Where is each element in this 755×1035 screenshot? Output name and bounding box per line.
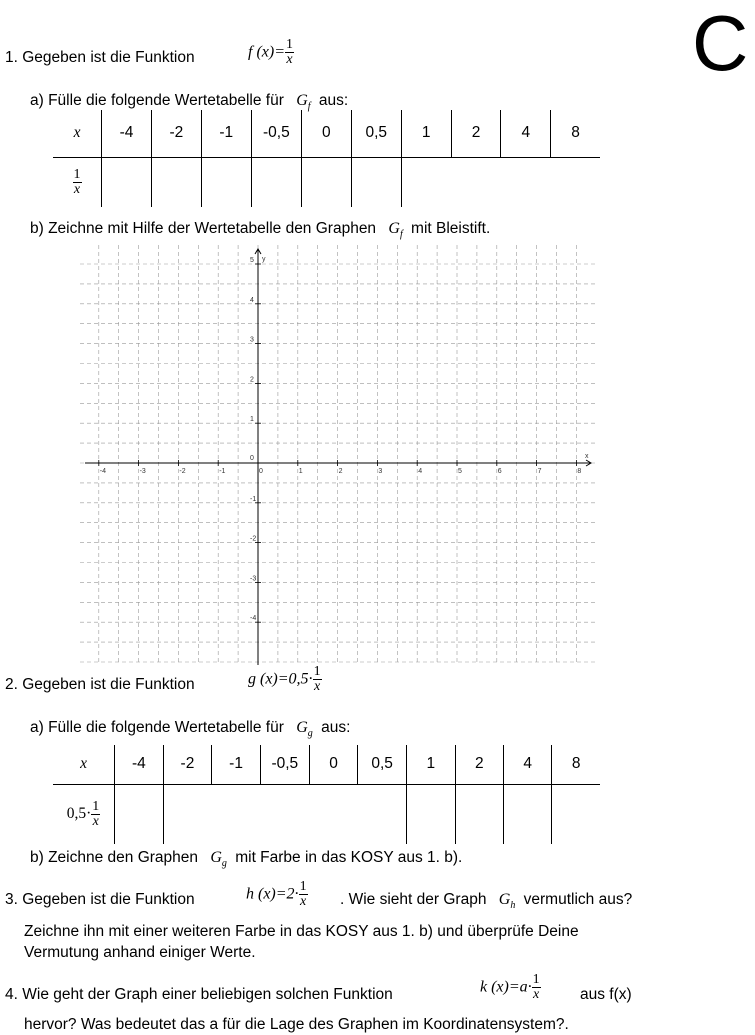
- task-1-heading: [5, 49, 195, 67]
- function-lhs: h (x)=2·: [246, 885, 299, 903]
- table-x-value: -2: [151, 110, 201, 157]
- table-x-value: 0: [309, 745, 357, 784]
- table-answer-cell[interactable]: [163, 784, 212, 844]
- function-lhs: g (x)=0,5·: [248, 670, 313, 688]
- table-answer-cell[interactable]: [309, 784, 357, 844]
- task-number: 1.: [5, 49, 18, 66]
- table-x-value: 4: [504, 745, 552, 784]
- coordinate-system: [80, 245, 595, 665]
- table-x-value: -4: [102, 110, 152, 157]
- table-answer-cell[interactable]: [301, 157, 351, 207]
- y-tick-label: 3: [250, 336, 254, 344]
- task-number: 2.: [5, 676, 18, 693]
- table-x-value: 8: [552, 745, 600, 784]
- table-x-value: 2: [455, 745, 503, 784]
- table-x-value: 1: [407, 745, 455, 784]
- x-tick-label: 5: [458, 468, 462, 475]
- y-tick-label: 2: [250, 376, 254, 384]
- origin-label: 0: [250, 455, 254, 462]
- fraction: [285, 38, 294, 67]
- table-x-value: -2: [163, 745, 212, 784]
- task-text: Gegeben ist die Funktion: [22, 676, 195, 693]
- function-f-formula: [248, 38, 294, 67]
- question-text: . Wie sieht der Graph: [340, 891, 487, 908]
- x-tick-label: 6: [497, 468, 502, 475]
- table-x-header: x: [53, 745, 115, 784]
- y-tick-label: -4: [250, 615, 257, 623]
- task-text: Gegeben ist die Funktion: [22, 891, 195, 908]
- instruction-text: b) Zeichne mit Hilfe der Wertetabelle den Graphen: [30, 220, 377, 237]
- x-tick-label: -3: [139, 468, 146, 475]
- row-expression: [73, 166, 82, 197]
- instruction-tail: aus:: [318, 92, 349, 109]
- table-x-header: x: [53, 110, 102, 157]
- y-tick-label: 5: [250, 257, 254, 264]
- task-2b-instruction: [30, 849, 462, 869]
- graph-symbol-sub: g: [221, 858, 227, 870]
- table-x-value: 4: [501, 110, 551, 157]
- fraction-denominator: x: [533, 987, 540, 1002]
- table-row-header: [53, 784, 115, 844]
- fraction: [299, 880, 308, 909]
- function-lhs: k (x)=a·: [480, 978, 532, 996]
- fraction-numerator: 1: [313, 664, 321, 679]
- fraction-denominator: x: [299, 894, 307, 909]
- fraction-numerator: 1: [286, 37, 293, 52]
- task-3-question: [340, 891, 632, 911]
- row-expression: [66, 798, 101, 829]
- table-answer-cell[interactable]: [552, 784, 600, 844]
- fraction-numerator: 1: [92, 798, 100, 814]
- graph-symbol-sub: f: [399, 229, 403, 241]
- table-answer-cell[interactable]: [102, 157, 152, 207]
- task-4-line-2: hervor? Was bedeutet das a für die Lage des Graphen im Koordinatensystem?.: [24, 1016, 569, 1033]
- fraction: [313, 665, 322, 694]
- task-text: Gegeben ist die Funktion: [22, 49, 195, 66]
- table-answer-cell[interactable]: [351, 157, 401, 207]
- fraction-denominator: x: [73, 181, 81, 197]
- graph-symbol-letter: G: [388, 220, 400, 237]
- instruction-text: b) Zeichne den Graphen: [30, 849, 199, 866]
- table-x-value: 1: [401, 110, 451, 157]
- graph-symbol-letter: G: [296, 92, 308, 109]
- table-header-row: [53, 110, 600, 157]
- fraction-denominator: x: [313, 679, 321, 694]
- table-answer-cell[interactable]: [201, 157, 251, 207]
- graph-symbol: [210, 849, 227, 870]
- graph-symbol: [296, 719, 313, 740]
- fraction: [532, 973, 541, 1002]
- task-2-heading: [5, 676, 195, 694]
- row-prefix: 0,5·: [66, 805, 92, 823]
- table-x-value: -0,5: [251, 110, 301, 157]
- instruction-text: a) Fülle die folgende Wertetabelle für: [30, 719, 284, 736]
- task-number: 3.: [5, 891, 18, 908]
- table-x-value: -0,5: [260, 745, 309, 784]
- x-axis-label: x: [585, 453, 589, 460]
- table-x-value: 2: [451, 110, 501, 157]
- fraction-denominator: x: [286, 52, 293, 67]
- x-tick-label: -1: [219, 468, 226, 475]
- x-tick-label: 4: [418, 468, 423, 475]
- graph-symbol: [498, 891, 516, 912]
- fraction: [73, 168, 82, 197]
- table-answer-cell[interactable]: [260, 784, 309, 844]
- graph-symbol-sub: h: [510, 900, 516, 912]
- x-tick-label: 8: [577, 468, 582, 475]
- instruction-tail: mit Farbe in das KOSY aus 1. b).: [235, 849, 463, 866]
- graph-symbol-letter: G: [498, 891, 511, 908]
- task-text: Wie geht der Graph einer beliebigen solchen Funktion: [22, 986, 393, 1003]
- table-header-row: [53, 745, 600, 784]
- task-1b-instruction: [30, 220, 490, 240]
- table-x-value: 0: [301, 110, 351, 157]
- task-3-line-3: Vermutung anhand einiger Werte.: [24, 944, 256, 961]
- x-tick-label: -2: [179, 468, 186, 475]
- table-x-value: 0,5: [358, 745, 407, 784]
- graph-symbol-letter: G: [296, 719, 308, 736]
- instruction-text: a) Fülle die folgende Wertetabelle für: [30, 92, 284, 109]
- table-answer-cell[interactable]: [251, 157, 301, 207]
- task-4-heading: [5, 986, 393, 1004]
- graph-symbol: [296, 92, 311, 113]
- y-tick-label: -2: [250, 535, 257, 543]
- fraction-numerator: 1: [73, 166, 81, 182]
- table-value-row: [53, 157, 600, 207]
- y-axis-label: y: [262, 256, 266, 263]
- x-tick-label: 2: [338, 468, 343, 475]
- y-tick-label: -1: [250, 495, 257, 503]
- y-tick-label: 1: [250, 416, 254, 424]
- x-tick-label: 1: [298, 468, 303, 475]
- table-x-value: -4: [115, 745, 164, 784]
- table-x-value: -1: [212, 745, 261, 784]
- task-3-line-2: Zeichne ihn mit einer weiteren Farbe in das KOSY aus 1. b) und überprüfe Deine: [24, 923, 579, 940]
- y-tick-label: 4: [250, 296, 254, 304]
- table-answer-cell[interactable]: [212, 784, 261, 844]
- y-tick-label: -3: [250, 575, 257, 583]
- x-tick-label: 7: [537, 468, 542, 475]
- value-table-f: [53, 110, 600, 207]
- table-answer-cell[interactable]: [358, 784, 407, 844]
- function-h-formula: [246, 880, 308, 909]
- function-lhs: f (x)=: [248, 43, 285, 61]
- graph-symbol-sub: f: [307, 101, 311, 113]
- value-table-g: [53, 745, 600, 844]
- table-answer-cell[interactable]: [401, 157, 451, 207]
- corner-letter: C: [692, 0, 749, 87]
- table-x-value: 0,5: [351, 110, 401, 157]
- table-answer-cell[interactable]: [501, 157, 551, 207]
- table-value-row: [53, 784, 600, 844]
- fraction-denominator: x: [92, 813, 99, 829]
- table-answer-cell[interactable]: [407, 784, 455, 844]
- x-tick-label: -4: [99, 468, 107, 475]
- instruction-tail: mit Bleistift.: [411, 220, 491, 237]
- graph-symbol-letter: G: [210, 849, 222, 866]
- task-number: 4.: [5, 986, 18, 1003]
- table-answer-cell[interactable]: [551, 157, 600, 207]
- fraction: [91, 800, 100, 829]
- fraction-numerator: 1: [532, 972, 540, 987]
- table-x-value: -1: [201, 110, 251, 157]
- table-answer-cell[interactable]: [504, 784, 552, 844]
- x-tick-label: 3: [378, 468, 383, 475]
- function-k-formula: [480, 973, 541, 1002]
- table-x-value: 8: [551, 110, 600, 157]
- fraction-numerator: 1: [299, 879, 307, 894]
- graph-symbol-sub: g: [307, 728, 313, 740]
- table-answer-cell[interactable]: [115, 784, 164, 844]
- instruction-tail: aus:: [321, 719, 351, 736]
- table-answer-cell[interactable]: [455, 784, 503, 844]
- task-4-tail: aus f(x): [580, 986, 632, 1003]
- function-g-formula: [248, 665, 322, 694]
- graph-symbol: [388, 220, 403, 241]
- table-answer-cell[interactable]: [451, 157, 501, 207]
- table-answer-cell[interactable]: [151, 157, 201, 207]
- task-2a-instruction: [30, 719, 350, 739]
- task-3-heading: [5, 891, 195, 909]
- table-row-header: [53, 157, 102, 207]
- x-tick-label: 0: [259, 468, 263, 475]
- question-tail: vermutlich aus?: [523, 891, 633, 908]
